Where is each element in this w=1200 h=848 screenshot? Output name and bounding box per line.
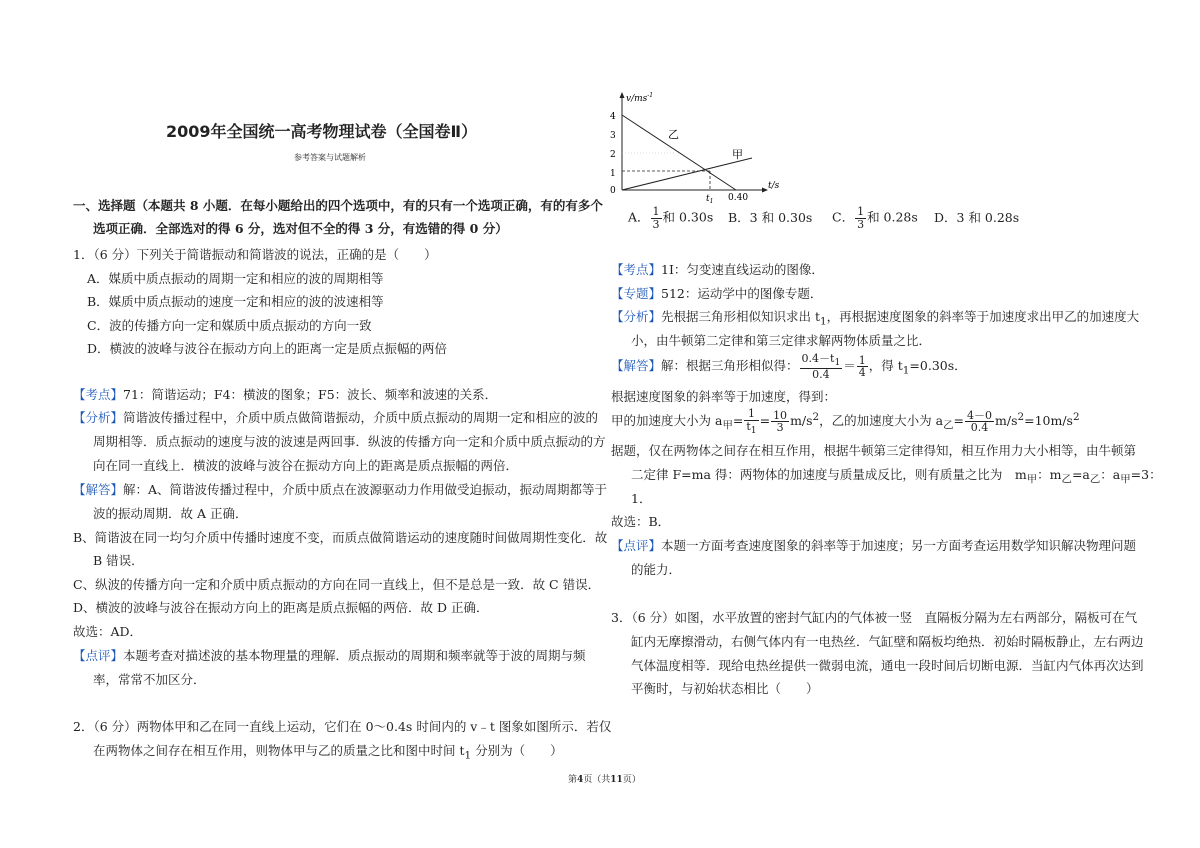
q2-jieda: [611, 353, 967, 380]
line-yi: [622, 115, 736, 190]
q2-kaodian: [611, 262, 824, 277]
q2-line5: 二定律 F=ma 得：两物体的加速度与质量成反比，则有质量之比为 $m_甲$：$m_乙=a_乙$：$a_甲=3$：: [631, 467, 1162, 486]
q1-answer: 故选：AD．: [73, 624, 143, 639]
q2-option-c-fraction: $\frac{1}{3}$: [857, 205, 865, 231]
q2-stem-line1: 2．（6 分）两物体甲和乙在同一直线上运动，它们在 0～0.4s 时间内的 v﹣t 图象如图所示．若仅: [73, 719, 612, 734]
q1-option-c: C．波的传播方向一定和媒质中质点振动的方向一致: [87, 318, 372, 333]
q2-line4: 据题，仅在两物体之间存在相互作用，根据牛顿第三定律得知，相互作用力大小相等，由牛顿第: [611, 443, 1137, 458]
jieda-tag-2: 【解答】: [611, 358, 662, 374]
q1-jieda-line4: B 错误．: [93, 553, 144, 568]
q3-line4: 平衡时，与初始状态相比（ ）: [631, 681, 819, 696]
y-tick-0: 0: [610, 186, 616, 196]
q2-option-a-fraction: $\frac{1}{3}$: [652, 205, 660, 231]
q2-stem2-text: 在两物体之间存在相互作用，则物体甲与乙的质量之比和图中时间 t: [93, 743, 465, 758]
line-jia: [622, 158, 752, 190]
q1-fenxi-line3: 向在同一直线上．横波的波峰与波谷在振动方向上的距离是质点振幅的两倍．: [93, 458, 519, 473]
section-heading-line2: 选项正确．全部选对的得 6 分，选对但不全的得 3 分，有选错的得 0 分）: [93, 221, 508, 236]
dianping-tag-2: 【点评】: [611, 538, 662, 553]
q1-kaodian: [73, 387, 497, 402]
q2-jieda-eq: ＝: [843, 358, 856, 374]
fenxi-tag: 【分析】: [73, 410, 124, 425]
q2-line3-sup2: 2: [1017, 411, 1025, 424]
q1-dianping-text: 本题考查对描述波的基本物理量的理解．质点振动的周期和频率就等于波的周期与频: [123, 648, 586, 663]
q2-jieda-result: ，得 t: [868, 358, 903, 374]
q1-jieda-line6: D、横波的波峰与波谷在振动方向上的距离是质点振幅的两倍．故 D 正确．: [73, 600, 489, 615]
q2-line3-sup: 2: [812, 411, 820, 424]
q2-line3-result-sup: 2: [1072, 411, 1080, 424]
q2-line5-text: 二定律 F=ma 得：两物体的加速度与质量成反比，则有质量之比为 m: [631, 467, 1027, 482]
page-footer: 第4页（共11页）: [568, 775, 641, 785]
q3-line2: 缸内无摩擦滑动，右侧气体内有一电热丝．气缸壁和隔板均绝热．初始时隔板静止，左右两边: [631, 634, 1144, 649]
page-subtitle: 参考答案与试题解析: [294, 153, 366, 162]
page-number: 4: [577, 775, 584, 785]
q2-zhuanti-text: 512：运动学中的图像专题．: [661, 286, 823, 301]
x-axis-label: t/s: [768, 181, 780, 191]
q1-option-b: B．媒质中质点振动的速度一定和相应的波的波速相等: [87, 294, 384, 309]
q2-line3-frac1: $\frac{1}{t_1}$: [746, 407, 757, 436]
q2-line3-text2: ，乙的加速度大小为 a: [819, 413, 944, 429]
q2-line3-result: =10m/s: [1024, 413, 1073, 429]
q2-line6: 1．: [631, 491, 652, 506]
q2-dianping-line2: 的能力．: [631, 562, 682, 577]
q1-dianping: [73, 648, 586, 663]
q2-dianping-text: 本题一方面考查速度图象的斜率等于加速度；另一方面考查运用数学知识解决物理问题: [661, 538, 1137, 553]
jieda-tag: 【解答】: [73, 482, 124, 497]
q1-option-a: A．媒质中质点振动的周期一定和相应的波的周期相等: [87, 271, 384, 286]
q2-line3-unit2: m/s: [995, 413, 1018, 429]
q2-fenxi: [611, 309, 1139, 328]
y-tick-2: 2: [610, 150, 616, 160]
fenxi-tag-2: 【分析】: [611, 309, 662, 324]
q2-line3: 甲的加速度大小为 $a_甲=$ $\frac{1}{t_1}$ = $\frac{10}{3}$ $m/s^2$，乙的加速度大小为 $a_乙=$ $\frac{4-0}{0.4}$ $m/s^2=10m/s^2$: [611, 407, 1080, 436]
q2-option-c-letter: C．: [832, 209, 855, 225]
q1-fenxi: [73, 410, 598, 425]
q2-dianping: [611, 538, 1136, 553]
x-tick-end: 0.40: [728, 193, 749, 203]
q2-fenxi-text: 先根据三角形相似知识求出 t: [661, 309, 821, 324]
q2-jieda-result-sub: 1: [902, 364, 910, 377]
q2-answer: 故选：B．: [611, 514, 671, 529]
q1-fenxi-line2: 周期相等．质点振动的速度与波的波速是两回事．纵波的传播方向一定和介质中质点振动的方: [93, 434, 606, 449]
vt-graph: [604, 88, 784, 206]
q1-jieda-line2: 波的振动周期．故 A 正确．: [93, 506, 248, 521]
q2-line3-sub2: 乙: [943, 419, 954, 432]
q1-kaodian-text: 71：简谐运动；F4：横波的图象；F5：波长、频率和波速的关系．: [123, 387, 498, 402]
q1-jieda-line3: B、简谐波在同一均匀介质中传播时速度不变，而质点做简谐运动的速度随时间做周期性变化．故: [73, 530, 608, 545]
page-title: 2009年全国统一高考物理试卷（全国卷Ⅱ）: [166, 122, 478, 141]
label-jia: 甲: [732, 148, 743, 161]
q1-option-d: D．横波的波峰与波谷在振动方向上的距离一定是质点振幅的两倍: [87, 341, 448, 356]
q2-stem-line2: [93, 743, 563, 762]
q2-jieda-result-end: =0.30s．: [909, 358, 967, 374]
label-yi: 乙: [668, 128, 679, 141]
q2-line3-eq: =: [732, 413, 744, 429]
q1-jieda-text: 解：A、简谐波传播过程中，介质中质点在波源驱动力作用做受迫振动，振动周期都等于: [123, 482, 608, 497]
q2-option-c-text: 和 0.28s: [867, 209, 918, 225]
q2-option-a-letter: A．: [628, 209, 650, 225]
q2-kaodian-text: 1I：匀变速直线运动的图像．: [661, 262, 824, 277]
zhuanti-tag: 【专题】: [611, 286, 662, 301]
q1-stem: 1．（6 分）下列关于简谐振动和简谐波的说法，正确的是（ ）: [73, 247, 437, 262]
dianping-tag: 【点评】: [73, 648, 124, 663]
q2-stem2-end: 分别为（ ）: [471, 743, 563, 758]
q2-option-a: [628, 206, 713, 230]
y-axis-label: $v/ms^{-1}$: [626, 92, 654, 104]
y-tick-3: 3: [610, 131, 616, 141]
q3-line3: 气体温度相等．现给电热丝提供一微弱电流，通电一段时间后切断电源．当缸内气体再次达到: [631, 658, 1144, 673]
kaodian-tag-2: 【考点】: [611, 262, 662, 277]
q2-option-b: B．3 和 0.30s: [728, 210, 813, 225]
y-tick-1: 1: [610, 169, 616, 179]
kaodian-tag: 【考点】: [73, 387, 124, 402]
q2-line3-text: 甲的加速度大小为 a: [611, 413, 723, 429]
y-axis-arrow: [620, 92, 625, 98]
q2-option-a-text: 和 0.30s: [662, 209, 714, 225]
q2-fenxi-sub: 1: [820, 315, 827, 328]
q3-line1: 3．（6 分）如图，水平放置的密封气缸内的气体被一竖 直隔板分隔为左右两部分，隔板可在气: [611, 610, 1138, 625]
q2-option-c: [832, 206, 918, 230]
q2-stem2-sub: 1: [464, 749, 472, 762]
q2-line3-frac2: $\frac{10}{3}$: [773, 408, 788, 435]
q2-option-d: D．3 和 0.28s: [934, 210, 1020, 225]
y-tick-4: 4: [610, 112, 616, 122]
q2-jieda-fraction2: $\frac{1}{4}$: [858, 353, 866, 380]
q1-fenxi-text: 简谐波传播过程中，介质中质点做简谐振动，介质中质点振动的周期一定和相应的波的: [123, 410, 599, 425]
x-tick-t1: $t_1$: [706, 194, 714, 205]
q2-zhuanti: [611, 286, 822, 301]
q2-line3-frac3: $\frac{4-0}{0.4}$: [967, 408, 992, 435]
q2-jieda-text: 解：根据三角形相似得：: [661, 358, 799, 374]
q2-fenxi-line2: 小，由牛顿第二定律和第三定律求解两物体质量之比．: [631, 333, 932, 348]
section-heading-line1: 一、选择题（本题共 8 小题．在每小题给出的四个选项中，有的只有一个选项正确，有的有多个: [73, 198, 603, 213]
q2-jieda-fraction1: $\frac{0.4-t_1}{0.4}$: [801, 352, 841, 381]
page-total: 11: [610, 775, 623, 785]
q2-fenxi-text2: ，再根据速度图象的斜率等于加速度求出甲乙的加速度大: [826, 309, 1140, 324]
q1-jieda-line5: C、纵波的传播方向一定和介质中质点振动的方向在同一直线上，但不是总是一致．故 C 错误．: [73, 577, 601, 592]
q1-jieda: [73, 482, 607, 497]
q2-line3-sub: 甲: [722, 419, 733, 432]
q2-line3-unit: m/s: [790, 413, 813, 429]
q2-line2: 根据速度图象的斜率等于加速度，得到：: [611, 389, 837, 404]
q1-dianping-line2: 率，常常不加区分．: [93, 672, 206, 687]
